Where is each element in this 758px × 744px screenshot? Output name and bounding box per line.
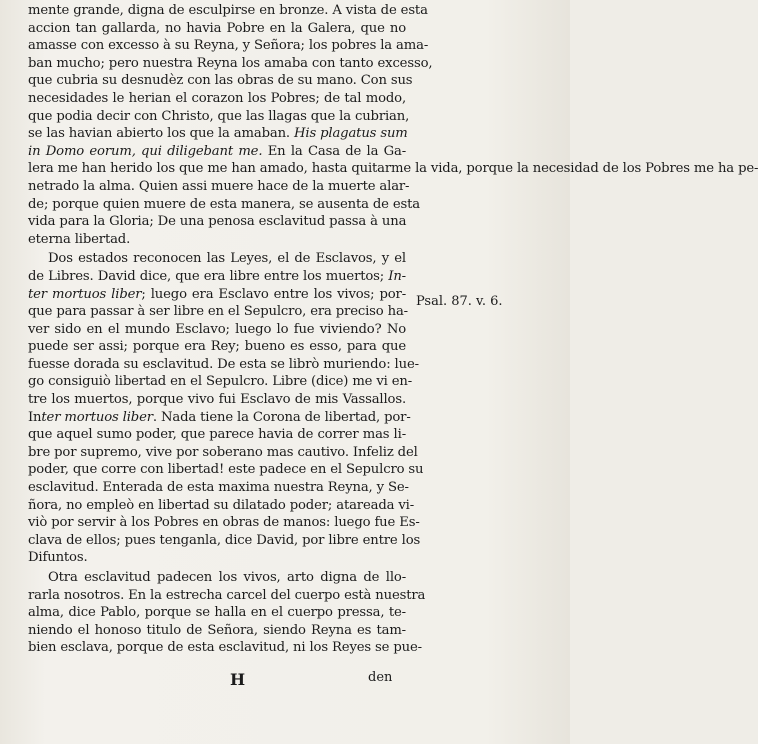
text-line: ver sido en el mundo Esclavo; luego lo fue viviendo? No <box>28 321 406 337</box>
text-line: puede ser assi; porque era Rey; bueno es esso, para que <box>28 339 406 355</box>
text-line: de Libres. David dice, que era libre entre los muertos; In- <box>28 268 406 284</box>
text-line: bre por supremo, vive por soberano mas cautivo. Infeliz del <box>28 444 418 460</box>
text-line: que para passar à ser libre en el Sepulcro, era preciso ha- <box>28 304 408 320</box>
text-line: clava de ellos; pues tenganla, dice David, por libre entre los <box>28 532 421 548</box>
text-line: amasse con excesso à su Reyna, y Señora; los pobres la ama- <box>28 38 429 54</box>
text-line: viò por servir à los Pobres en obras de manos: luego fue Es- <box>28 515 420 531</box>
text-line: accion tan gallarda, no havia Pobre en la Galera, que no <box>28 20 406 36</box>
text-line: bien esclava, porque de esta esclavitud, ni los Reyes se pue- <box>28 640 422 656</box>
text-line: go consiguiò libertad en el Sepulcro. Libre (dice) me vi en- <box>28 374 413 390</box>
text-line: Difuntos. <box>28 550 88 566</box>
text-line: poder, que corre con libertad! este padece en el Sepulcro su <box>28 462 424 478</box>
paragraph-3 <box>28 569 426 657</box>
text-line: Inter mortuos liber. Nada tiene la Corona de libertad, por- <box>28 409 411 425</box>
text-line: que aquel sumo poder, que parece havia de correr mas li- <box>28 427 406 443</box>
text-line: Otra esclavitud padecen los vivos, arto digna de llo- <box>48 570 406 585</box>
text-line: vida para la Gloria; De una penosa esclavitud passa à una <box>28 214 407 230</box>
text-line: netrado la alma. Quien assi muere hace de la muerte alar- <box>28 178 410 194</box>
text-line: eterna libertad. <box>28 231 131 247</box>
catchword: den <box>368 670 393 685</box>
margin-citation: Psal. 87. v. 6. <box>416 294 503 309</box>
text-line: de; porque quien muere de esta manera, se ausenta de esta <box>28 196 420 212</box>
signature-mark: H <box>230 670 247 689</box>
text-line: alma, dice Pablo, porque se halla en el cuerpo pressa, te- <box>28 605 406 621</box>
text-line: ter mortuos liber; luego era Esclavo entre los vivos; por- <box>28 286 406 302</box>
text-line: in Domo eorum, qui diligebant me. En la Casa de la Ga- <box>28 143 406 159</box>
text-line: fuesse dorada su esclavitud. De esta se librò muriendo: lue- <box>28 356 419 372</box>
paragraph-1 <box>28 2 758 248</box>
text-line: esclavitud. Enterada de esta maxima nuestra Reyna, y Se- <box>28 480 409 496</box>
text-line: tre los muertos, porque vivo fui Esclavo de mis Vassallos. <box>28 392 406 408</box>
text-line: niendo el honoso titulo de Señora, siendo Reyna es tam- <box>28 622 406 638</box>
text-line: necesidades le herian el corazon los Pobres; de tal modo, <box>28 90 406 106</box>
text-line: ñora, no empleò en libertad su dilatado poder; atareada vi- <box>28 497 415 513</box>
paragraph-2 <box>28 250 424 567</box>
text-line: ban mucho; pero nuestra Reyna los amaba con tanto excesso, <box>28 55 433 71</box>
text-line: lera me han herido los que me han amado, hasta quitarme la vida, porque la necesidad de los Pobres me ha pe- <box>28 161 758 177</box>
text-line: mente grande, digna de esculpirse en bronze. A vista de esta <box>28 3 428 18</box>
text-line: que podia decir con Christo, que las llagas que la cubrian, <box>28 108 410 124</box>
text-line: se las havian abierto los que la amaban. His plagatus sum <box>28 126 408 142</box>
text-line: que cubria su desnudèz con las obras de su mano. Con sus <box>28 73 413 89</box>
text-line: Dos estados reconocen las Leyes, el de Esclavos, y el <box>48 251 406 267</box>
text-line: rarla nosotros. En la estrecha carcel del cuerpo està nuestra <box>28 587 426 603</box>
